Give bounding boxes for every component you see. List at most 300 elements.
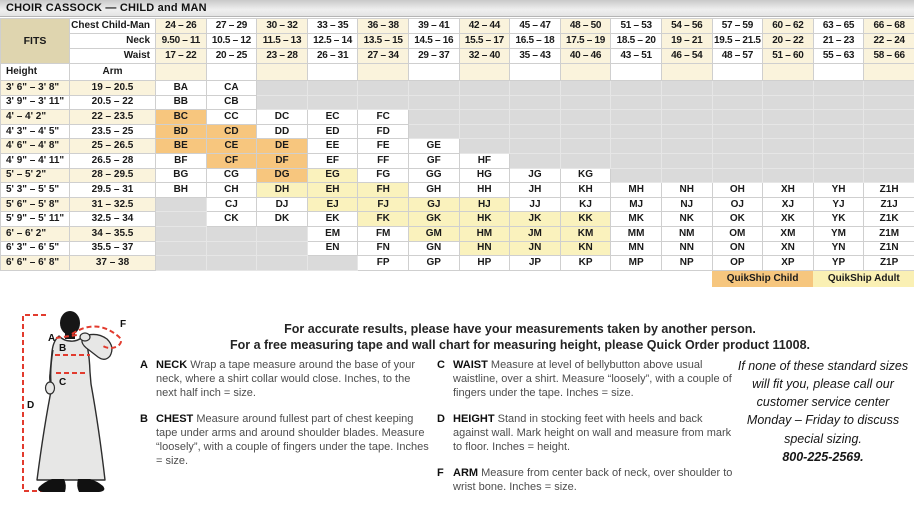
size-code-cell xyxy=(206,241,257,256)
size-code-cell: OH xyxy=(712,183,763,198)
measure-value-cell: 22 – 24 xyxy=(864,34,914,49)
size-code-cell: BF xyxy=(156,153,207,168)
measure-value-cell: 18.5 – 20 xyxy=(611,34,662,49)
size-code-cell: GH xyxy=(408,183,459,198)
size-code-cell: EC xyxy=(307,110,358,125)
size-code-cell: EF xyxy=(307,153,358,168)
spacer-cell xyxy=(408,64,459,81)
size-code-cell: DJ xyxy=(257,197,308,212)
instruction-letter: F xyxy=(437,466,444,479)
measure-row-label: Waist xyxy=(70,49,156,64)
size-code-cell: YM xyxy=(813,226,864,241)
size-code-cell xyxy=(408,110,459,125)
spacer-cell xyxy=(257,64,308,81)
size-code-cell: OP xyxy=(712,256,763,271)
size-code-cell: FH xyxy=(358,183,409,198)
size-code-cell xyxy=(510,95,561,110)
size-code-cell: MM xyxy=(611,226,662,241)
height-cell: 6' 3" – 6' 5" xyxy=(1,241,70,256)
measure-value-cell: 54 – 56 xyxy=(661,19,712,34)
instructions-column-1 xyxy=(140,359,432,481)
instruction-waist xyxy=(437,359,733,401)
figure-label-neck: A xyxy=(48,333,56,344)
measure-value-cell: 10.5 – 12 xyxy=(206,34,257,49)
instruction-text: Measure around fullest part of chest keeping tape under arms and around shoulder blades. Measure “loosely”, with a couple of fingers under the tape. Inches = size. xyxy=(156,412,429,467)
instruction-letter: C xyxy=(437,359,445,371)
size-code-cell: KJ xyxy=(560,197,611,212)
spacer-cell xyxy=(358,64,409,81)
measure-row xyxy=(1,34,914,49)
size-code-cell xyxy=(813,139,864,154)
size-code-cell xyxy=(712,110,763,125)
size-code-cell xyxy=(307,95,358,110)
size-code-cell: XH xyxy=(763,183,814,198)
size-code-cell xyxy=(307,81,358,96)
size-code-cell: EH xyxy=(307,183,358,198)
spacer-cell xyxy=(763,64,814,81)
size-code-cell xyxy=(661,153,712,168)
arm-cell: 34 – 35.5 xyxy=(70,226,156,241)
size-code-cell: Z1H xyxy=(864,183,914,198)
size-code-cell: GM xyxy=(408,226,459,241)
size-code-cell xyxy=(560,110,611,125)
size-code-cell: JG xyxy=(510,168,561,183)
size-row xyxy=(1,139,914,154)
measuring-note-line2: For a free measuring tape and wall chart for measuring height, please Quick Order product 11008. xyxy=(229,338,811,353)
size-code-cell: FD xyxy=(358,124,409,139)
size-code-cell xyxy=(206,256,257,271)
measuring-note xyxy=(150,321,890,354)
size-code-cell xyxy=(257,241,308,256)
size-code-cell xyxy=(358,95,409,110)
height-cell: 6' 6" – 6' 8" xyxy=(1,256,70,271)
size-code-cell xyxy=(459,124,510,139)
size-code-cell: CB xyxy=(206,95,257,110)
size-code-cell xyxy=(813,168,864,183)
measure-value-cell: 23 – 28 xyxy=(257,49,308,64)
instructions-column-2 xyxy=(437,359,733,507)
size-table xyxy=(0,18,914,287)
measure-value-cell: 24 – 26 xyxy=(156,19,207,34)
size-code-cell xyxy=(510,110,561,125)
size-code-cell: KM xyxy=(560,226,611,241)
size-code-cell: YH xyxy=(813,183,864,198)
spacer-cell xyxy=(611,64,662,81)
height-cell: 4' 3" – 4' 5" xyxy=(1,124,70,139)
size-code-cell xyxy=(307,256,358,271)
size-code-cell: NJ xyxy=(661,197,712,212)
measure-value-cell: 48 – 57 xyxy=(712,49,763,64)
quikship-child-label: QuikShip Child xyxy=(712,270,813,287)
size-code-cell: DE xyxy=(257,139,308,154)
measure-value-cell: 27 – 34 xyxy=(358,49,409,64)
size-code-cell: YN xyxy=(813,241,864,256)
size-code-cell: DG xyxy=(257,168,308,183)
size-code-cell: KN xyxy=(560,241,611,256)
size-code-cell: CH xyxy=(206,183,257,198)
size-code-cell xyxy=(257,226,308,241)
size-code-cell xyxy=(156,241,207,256)
figure-shoe-left xyxy=(38,479,66,492)
height-cell: 5' 6" – 5' 8" xyxy=(1,197,70,212)
size-code-cell xyxy=(408,124,459,139)
arm-cell: 20.5 – 22 xyxy=(70,95,156,110)
size-code-cell: OK xyxy=(712,212,763,227)
size-code-cell xyxy=(510,81,561,96)
size-code-cell: GG xyxy=(408,168,459,183)
instruction-chest xyxy=(140,413,432,469)
size-code-cell xyxy=(763,95,814,110)
measure-value-cell: 46 – 54 xyxy=(661,49,712,64)
size-code-cell xyxy=(156,256,207,271)
measure-value-cell: 19.5 – 21.5 xyxy=(712,34,763,49)
size-code-cell: HP xyxy=(459,256,510,271)
size-code-cell: KG xyxy=(560,168,611,183)
size-code-cell: GK xyxy=(408,212,459,227)
quikship-legend-row xyxy=(1,270,914,287)
instruction-arm xyxy=(437,467,733,495)
size-code-cell xyxy=(611,124,662,139)
measure-row-label: Neck xyxy=(70,34,156,49)
size-code-cell xyxy=(661,110,712,125)
size-code-cell: GE xyxy=(408,139,459,154)
measure-value-cell: 20 – 22 xyxy=(763,34,814,49)
size-code-cell: HM xyxy=(459,226,510,241)
size-row xyxy=(1,226,914,241)
measurement-figure xyxy=(6,310,138,506)
height-header-cell: Height xyxy=(1,64,70,81)
size-row xyxy=(1,95,914,110)
size-code-cell xyxy=(510,139,561,154)
instruction-text: Wrap a tape measure around the base of your neck, where a shirt collar would close. Inches, to the next half inch = size. xyxy=(156,359,416,399)
size-code-cell xyxy=(560,95,611,110)
size-code-cell xyxy=(864,124,914,139)
size-code-cell: HF xyxy=(459,153,510,168)
size-code-cell: NP xyxy=(661,256,712,271)
size-code-cell xyxy=(459,139,510,154)
measure-value-cell: 32 – 40 xyxy=(459,49,510,64)
size-code-cell: Z1K xyxy=(864,212,914,227)
size-code-cell: MH xyxy=(611,183,662,198)
size-code-cell: KH xyxy=(560,183,611,198)
size-code-cell: XK xyxy=(763,212,814,227)
size-code-cell xyxy=(864,139,914,154)
measure-value-cell: 13.5 – 15 xyxy=(358,34,409,49)
size-code-cell: BH xyxy=(156,183,207,198)
size-code-cell: EG xyxy=(307,168,358,183)
size-code-cell xyxy=(712,95,763,110)
size-code-cell: JK xyxy=(510,212,561,227)
measure-value-cell: 66 – 68 xyxy=(864,19,914,34)
size-code-cell: DH xyxy=(257,183,308,198)
arm-cell: 26.5 – 28 xyxy=(70,153,156,168)
size-code-cell xyxy=(510,153,561,168)
size-code-cell: JJ xyxy=(510,197,561,212)
measure-value-cell: 27 – 29 xyxy=(206,19,257,34)
size-code-cell: GJ xyxy=(408,197,459,212)
size-code-cell: GP xyxy=(408,256,459,271)
measure-value-cell: 29 – 37 xyxy=(408,49,459,64)
height-cell: 3' 9" – 3' 11" xyxy=(1,95,70,110)
size-code-cell xyxy=(560,139,611,154)
figure-label-height: D xyxy=(27,400,35,411)
arm-header-cell: Arm xyxy=(70,64,156,81)
size-code-cell xyxy=(661,124,712,139)
size-code-cell: JM xyxy=(510,226,561,241)
size-code-cell: CK xyxy=(206,212,257,227)
size-code-cell xyxy=(408,95,459,110)
size-code-cell: KP xyxy=(560,256,611,271)
spacer-cell xyxy=(864,64,914,81)
size-code-cell xyxy=(712,81,763,96)
size-row xyxy=(1,197,914,212)
size-code-cell: EJ xyxy=(307,197,358,212)
measure-value-cell: 55 – 63 xyxy=(813,49,864,64)
size-code-cell: NK xyxy=(661,212,712,227)
size-code-cell: FE xyxy=(358,139,409,154)
height-cell: 6' – 6' 2" xyxy=(1,226,70,241)
size-code-cell xyxy=(156,212,207,227)
size-code-cell: CC xyxy=(206,110,257,125)
size-code-cell xyxy=(661,81,712,96)
size-code-cell xyxy=(358,81,409,96)
instruction-letter: A xyxy=(140,359,148,371)
size-code-cell xyxy=(156,226,207,241)
size-code-cell: FM xyxy=(358,226,409,241)
spacer-cell xyxy=(459,64,510,81)
measure-value-cell: 17.5 – 19 xyxy=(560,34,611,49)
measure-value-cell: 36 – 38 xyxy=(358,19,409,34)
size-code-cell xyxy=(712,168,763,183)
arm-cell: 25 – 26.5 xyxy=(70,139,156,154)
size-code-cell: OM xyxy=(712,226,763,241)
size-code-cell: BG xyxy=(156,168,207,183)
spacer-cell xyxy=(156,64,207,81)
size-row xyxy=(1,212,914,227)
size-code-cell: NH xyxy=(661,183,712,198)
size-code-cell xyxy=(661,168,712,183)
spacer-cell xyxy=(206,64,257,81)
size-code-cell xyxy=(560,153,611,168)
arm-cell: 23.5 – 25 xyxy=(70,124,156,139)
size-code-cell: NN xyxy=(661,241,712,256)
measure-value-cell: 40 – 46 xyxy=(560,49,611,64)
measure-value-cell: 43 – 51 xyxy=(611,49,662,64)
size-code-cell: EE xyxy=(307,139,358,154)
size-code-cell: NM xyxy=(661,226,712,241)
measure-value-cell: 45 – 47 xyxy=(510,19,561,34)
measure-row-label: Chest Child-Man xyxy=(70,19,156,34)
size-code-cell xyxy=(763,168,814,183)
size-row xyxy=(1,256,914,271)
instruction-term: WAIST xyxy=(453,359,488,371)
instruction-term: HEIGHT xyxy=(453,412,495,425)
size-code-cell: FJ xyxy=(358,197,409,212)
size-code-cell: Z1J xyxy=(864,197,914,212)
measure-value-cell: 15.5 – 17 xyxy=(459,34,510,49)
size-code-cell: HJ xyxy=(459,197,510,212)
size-code-cell xyxy=(864,168,914,183)
size-code-cell xyxy=(459,81,510,96)
measure-value-cell: 26 – 31 xyxy=(307,49,358,64)
size-code-cell: FK xyxy=(358,212,409,227)
figure-label-chest: B xyxy=(59,343,67,354)
size-code-cell xyxy=(459,110,510,125)
instruction-neck xyxy=(140,359,432,401)
measure-value-cell: 48 – 50 xyxy=(560,19,611,34)
size-code-cell: DK xyxy=(257,212,308,227)
measure-row xyxy=(1,19,914,34)
spacer-cell xyxy=(661,64,712,81)
size-code-cell: JH xyxy=(510,183,561,198)
special-sizing-note xyxy=(735,357,911,466)
size-code-cell xyxy=(763,124,814,139)
size-code-cell: GN xyxy=(408,241,459,256)
size-code-cell xyxy=(864,110,914,125)
figure-label-waist: C xyxy=(59,377,67,388)
arm-cell: 37 – 38 xyxy=(70,256,156,271)
measure-value-cell: 19 – 21 xyxy=(661,34,712,49)
size-code-cell xyxy=(408,81,459,96)
measure-value-cell: 12.5 – 14 xyxy=(307,34,358,49)
size-code-cell: Z1P xyxy=(864,256,914,271)
height-arm-header-row xyxy=(1,64,914,81)
customer-service-phone: 800-225-2569. xyxy=(782,449,864,464)
size-code-cell: BE xyxy=(156,139,207,154)
spacer-cell xyxy=(813,64,864,81)
size-code-cell xyxy=(712,139,763,154)
height-cell: 5' – 5' 2" xyxy=(1,168,70,183)
size-code-cell xyxy=(864,81,914,96)
size-code-cell: DD xyxy=(257,124,308,139)
arm-cell: 28 – 29.5 xyxy=(70,168,156,183)
size-code-cell: JN xyxy=(510,241,561,256)
size-code-cell xyxy=(510,124,561,139)
instruction-term: CHEST xyxy=(156,412,194,425)
measure-value-cell: 39 – 41 xyxy=(408,19,459,34)
size-code-cell xyxy=(763,81,814,96)
size-code-cell: EK xyxy=(307,212,358,227)
size-code-cell xyxy=(611,110,662,125)
size-code-cell: FN xyxy=(358,241,409,256)
measuring-note-line1: For accurate results, please have your measurements taken by another person. xyxy=(284,322,756,336)
size-code-cell: FF xyxy=(358,153,409,168)
height-cell: 4' – 4' 2" xyxy=(1,110,70,125)
measure-value-cell: 35 – 43 xyxy=(510,49,561,64)
size-code-cell xyxy=(763,110,814,125)
size-code-cell: XP xyxy=(763,256,814,271)
measure-value-cell: 30 – 32 xyxy=(257,19,308,34)
size-code-cell: HN xyxy=(459,241,510,256)
measure-value-cell: 51 – 60 xyxy=(763,49,814,64)
size-code-cell: CD xyxy=(206,124,257,139)
size-code-cell xyxy=(813,153,864,168)
size-row xyxy=(1,110,914,125)
size-code-cell: HG xyxy=(459,168,510,183)
size-code-cell xyxy=(813,124,864,139)
size-code-cell: MJ xyxy=(611,197,662,212)
size-code-cell: EN xyxy=(307,241,358,256)
size-code-cell xyxy=(560,81,611,96)
size-code-cell: XM xyxy=(763,226,814,241)
size-code-cell xyxy=(611,81,662,96)
measure-value-cell: 16.5 – 18 xyxy=(510,34,561,49)
size-code-cell xyxy=(813,81,864,96)
height-cell: 5' 9" – 5' 11" xyxy=(1,212,70,227)
figure-label-arm: F xyxy=(120,319,127,330)
measure-value-cell: 63 – 65 xyxy=(813,19,864,34)
size-code-cell: BB xyxy=(156,95,207,110)
page-title: CHOIR CASSOCK — CHILD and MAN xyxy=(0,0,914,17)
instruction-height xyxy=(437,413,733,455)
size-code-cell: FG xyxy=(358,168,409,183)
size-code-cell: CE xyxy=(206,139,257,154)
spacer-cell xyxy=(712,64,763,81)
size-code-cell xyxy=(712,124,763,139)
spacer-cell xyxy=(560,64,611,81)
size-code-cell: XJ xyxy=(763,197,814,212)
size-code-cell: ED xyxy=(307,124,358,139)
size-code-cell: YJ xyxy=(813,197,864,212)
size-code-cell: MN xyxy=(611,241,662,256)
size-row xyxy=(1,124,914,139)
arm-cell: 22 – 23.5 xyxy=(70,110,156,125)
instruction-text: Measure at level of bellybutton above usual waistline, over a shirt. Measure “loosely”, with a couple of fingers under the tape. Inches = size. xyxy=(453,359,732,399)
special-sizing-text: If none of these standard sizes will fit you, please call our customer service center Monday – Friday to discuss special sizing. xyxy=(737,359,909,446)
quikship-adult-label: QuikShip Adult xyxy=(813,270,914,287)
measure-value-cell: 17 – 22 xyxy=(156,49,207,64)
size-code-cell: CA xyxy=(206,81,257,96)
size-code-cell: Z1N xyxy=(864,241,914,256)
size-code-cell: HH xyxy=(459,183,510,198)
height-cell: 4' 6" – 4' 8" xyxy=(1,139,70,154)
size-row xyxy=(1,168,914,183)
measure-value-cell: 58 – 66 xyxy=(864,49,914,64)
size-code-cell: YK xyxy=(813,212,864,227)
size-code-cell: FP xyxy=(358,256,409,271)
figure-shoe-right xyxy=(77,479,104,492)
height-cell: 4' 9" – 4' 11" xyxy=(1,153,70,168)
size-code-cell: XN xyxy=(763,241,814,256)
size-code-cell xyxy=(560,124,611,139)
size-code-cell xyxy=(611,139,662,154)
size-row xyxy=(1,81,914,96)
measure-value-cell: 20 – 25 xyxy=(206,49,257,64)
size-code-cell: CF xyxy=(206,153,257,168)
measure-value-cell: 33 – 35 xyxy=(307,19,358,34)
size-code-cell: MK xyxy=(611,212,662,227)
size-code-cell: BA xyxy=(156,81,207,96)
height-cell: 5' 3" – 5' 5" xyxy=(1,183,70,198)
spacer-cell xyxy=(510,64,561,81)
instruction-text: Stand in stocking feet with heels and back against wall. Mark height on wall and measure from mark to floor. Inches = height. xyxy=(453,412,732,453)
size-code-cell xyxy=(712,153,763,168)
size-code-cell xyxy=(864,95,914,110)
figure-cassock xyxy=(37,336,105,480)
size-code-cell: DC xyxy=(257,110,308,125)
size-row xyxy=(1,183,914,198)
size-code-cell: FC xyxy=(358,110,409,125)
size-code-cell xyxy=(661,139,712,154)
instruction-letter: B xyxy=(140,412,148,425)
size-code-cell: CJ xyxy=(206,197,257,212)
arm-cell: 19 – 20.5 xyxy=(70,81,156,96)
size-code-cell xyxy=(611,153,662,168)
size-code-cell: YP xyxy=(813,256,864,271)
fits-cell: FITS xyxy=(1,19,70,64)
spacer-cell xyxy=(307,64,358,81)
size-code-cell xyxy=(257,256,308,271)
